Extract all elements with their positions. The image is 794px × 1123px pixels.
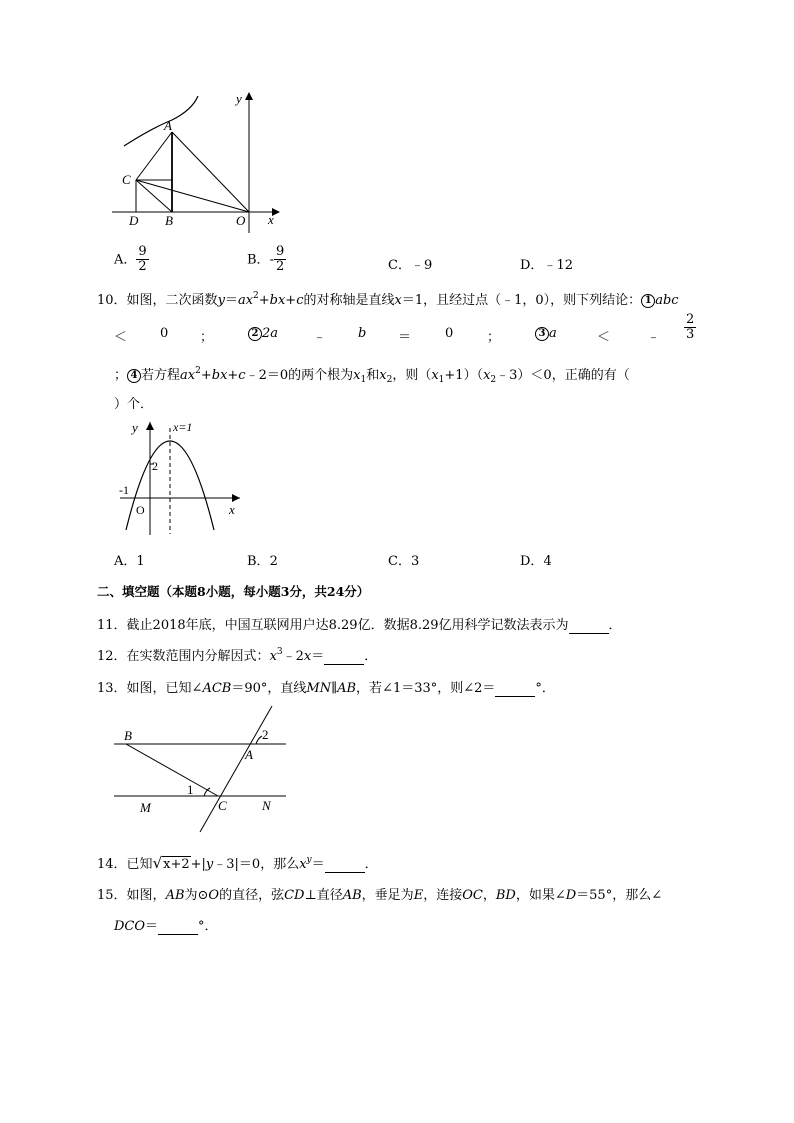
q10-text-c: ＝1，且经过点（﹣1，0），则下列结论：	[401, 293, 642, 308]
q10-xeq: x	[394, 293, 402, 308]
q13-label-2: 2	[262, 727, 269, 742]
q13-para: ∥	[331, 681, 338, 696]
q10-x1: x	[353, 368, 361, 383]
q15-bd: BD	[495, 888, 516, 903]
q10-option-b[interactable]	[247, 550, 278, 569]
q13-line-CA	[200, 706, 272, 832]
q13-label-B: B	[124, 728, 132, 743]
q14-text-c: ﹣3|＝0，那么	[213, 857, 300, 872]
q15-text-e: ，垂足为	[361, 888, 414, 903]
q15-text-b: 为⊙	[184, 888, 209, 903]
q9-option-d-value: ﹣12	[543, 258, 573, 273]
q11-end: ．	[608, 618, 622, 633]
q12-sup: 3	[276, 647, 283, 657]
q10-label-O: O	[136, 503, 145, 517]
q12-number: 12．	[97, 649, 127, 664]
q10-option-b-value: 2	[269, 554, 278, 569]
q11	[97, 614, 622, 634]
q10-x2: x	[379, 368, 387, 383]
q9-option-b-den: 2	[275, 259, 285, 275]
q12-x: x	[269, 649, 277, 664]
q9-option-a-frac	[136, 245, 148, 275]
q13-label-1: 1	[187, 782, 194, 797]
q14-radicand: x+2	[163, 857, 190, 872]
q10-semi3: ；	[114, 368, 128, 383]
q10-circle-3: 3	[535, 327, 549, 341]
q13-text-b: ＝90°，直线	[231, 681, 307, 696]
q10-eq-sup: 2	[253, 291, 259, 301]
q14-blank[interactable]	[325, 857, 365, 873]
q10-a: a	[549, 326, 557, 341]
q9-seg-AO	[172, 132, 249, 212]
q10-minus: ﹣	[313, 330, 327, 345]
q13-line-BC	[126, 744, 218, 796]
section-title: 二、填空题（本题8小题，每小题3分，共24分）	[97, 584, 370, 599]
q9-label-B: B	[165, 213, 173, 228]
q15-text-f: ，连接	[423, 888, 463, 903]
q13-acb: ACB	[202, 681, 232, 696]
q13-number: 13．	[97, 681, 127, 696]
q10-option-b-letter: B．	[247, 554, 270, 569]
q11-blank[interactable]	[569, 618, 609, 634]
q10-c3	[535, 326, 557, 341]
q14-sqrt-sign: √	[152, 854, 163, 872]
q10-text-b: 的对称轴是直线	[303, 293, 395, 308]
q10-eq-eq: ＝	[224, 293, 238, 308]
q14-text-a: 已知	[126, 857, 153, 872]
q11-number: 11．	[97, 618, 127, 633]
q14-xv: x	[299, 857, 307, 872]
q10-l3b: ﹣2＝0的两个根为	[245, 368, 354, 383]
q10-option-a-letter: A．	[114, 554, 137, 569]
q9-seg-AC	[136, 132, 172, 180]
q10-l3d: +1）（	[444, 368, 484, 383]
q9-label-x: x	[268, 212, 274, 227]
q15-blank[interactable]	[158, 919, 198, 935]
q10-c1-expr: abc	[655, 293, 679, 308]
q11-text: 截止2018年底，中国互联网用户达8.29亿．数据8.29亿用科学记数法表示为	[126, 618, 569, 633]
q9-seg-CO	[136, 180, 249, 212]
q15-text-h: ＝55°，那么∠	[576, 888, 663, 903]
q15-ab: AB	[165, 888, 185, 903]
q10-eq-ax: ax	[237, 293, 254, 308]
q14-end: ．	[364, 857, 378, 872]
q10-label-x: x	[229, 502, 235, 517]
q10-2a: 2a	[262, 326, 279, 341]
q10-eq: ＝	[398, 330, 412, 345]
q10-sub2b: 2	[490, 375, 497, 385]
q10-zero1: 0	[160, 326, 169, 341]
q13-label-N: N	[262, 798, 271, 813]
q12	[97, 645, 377, 665]
q13-angle-1	[204, 788, 210, 796]
q13-mn: MN	[306, 681, 332, 696]
q10-line2	[114, 326, 127, 345]
q10-sub1b: 1	[438, 375, 445, 385]
q15-text-a: 如图，	[126, 888, 166, 903]
q12-text: 在实数范围内分解因式：	[126, 649, 270, 664]
q12-end: ．	[364, 649, 378, 664]
q14-ysup: y	[306, 855, 312, 865]
q10-eq-rest: +bx+c	[258, 293, 304, 308]
q15-o: O	[208, 888, 220, 903]
q10-frac-num: 2	[686, 312, 695, 327]
q14	[97, 853, 378, 873]
q10-line3	[114, 364, 630, 383]
q10-l3-expr: ax	[180, 368, 196, 383]
q15-end: °．	[198, 919, 218, 934]
q15-d: D	[565, 888, 577, 903]
q10-option-a[interactable]	[114, 550, 145, 569]
q9-option-b-num: 9	[275, 244, 285, 259]
q10-semi1: ；	[200, 330, 214, 345]
q10-sub1: 1	[360, 375, 367, 385]
q10-x2b: x	[483, 368, 491, 383]
q10-line4: ）个．	[114, 397, 154, 412]
q15-text-g: ，如果∠	[515, 888, 566, 903]
q13-text-a: 如图，已知∠	[126, 681, 203, 696]
q10-label-xeq: x=1	[173, 420, 193, 434]
q13-end: °．	[535, 681, 555, 696]
q10-b: b	[358, 326, 367, 341]
q10-option-d[interactable]	[520, 550, 552, 569]
q10-l3a: 若方程	[141, 368, 181, 383]
q14-number: 14．	[97, 857, 127, 872]
q9-option-b-sign: -	[269, 252, 274, 268]
q10-text-a: 如图，二次函数	[126, 293, 218, 308]
q10-label-neg1: -1	[119, 483, 129, 497]
q10-x1b: x	[431, 368, 439, 383]
q10-circle-1: 1	[641, 294, 655, 308]
q9-label-C: C	[122, 172, 131, 187]
q10-option-c-value: 3	[410, 554, 420, 569]
q12-eq: ＝	[311, 649, 325, 664]
q9-label-y: y	[236, 91, 242, 106]
q10-frac	[684, 313, 696, 343]
q9-hyperbola	[124, 96, 198, 146]
q10-lt2: ＜	[597, 330, 611, 345]
q12-x2: x	[303, 649, 312, 664]
q13	[97, 677, 555, 697]
q13-label-M: M	[140, 800, 151, 815]
q10-label-2: 2	[152, 459, 158, 473]
q10-l3-sup: 2	[195, 366, 201, 376]
q10-frac-den: 3	[686, 327, 695, 343]
q10-and: 和	[366, 368, 380, 383]
q13-label-A: A	[245, 747, 253, 762]
q15-line1	[97, 884, 662, 903]
q10-semi2: ；	[487, 330, 501, 345]
q14-y: y	[205, 857, 214, 872]
q10-option-a-value: 1	[136, 554, 145, 569]
q10-line1	[97, 289, 679, 308]
q9-option-a-num: 9	[138, 244, 147, 259]
q14-text-b: +|	[190, 857, 206, 872]
q15-text-d: ⊥直径	[304, 888, 343, 903]
q10-option-c[interactable]	[388, 550, 419, 569]
q10-l3e: ﹣3）＜0，正确的有（	[496, 368, 630, 383]
q15-text-c: 的直径，弦	[219, 888, 285, 903]
q14-eq: ＝	[311, 857, 325, 872]
q10-circle-2: 2	[248, 327, 262, 341]
q10-x-arrow	[232, 494, 240, 502]
q13-label-C: C	[218, 798, 227, 813]
q10-option-d-letter: D．	[520, 554, 544, 569]
q15-oc: OC	[462, 888, 483, 903]
q10-option-d-value: 4	[543, 554, 552, 569]
q15-cd: CD	[284, 888, 305, 903]
q13-ab: AB	[337, 681, 357, 696]
q10-lt: ＜	[114, 330, 128, 345]
q10-sub2: 2	[386, 375, 393, 385]
q15-ab2: AB	[342, 888, 362, 903]
q15-e: E	[413, 888, 424, 903]
q9-option-c[interactable]	[388, 254, 432, 273]
q10-minus2: ﹣	[647, 330, 661, 345]
q15-eq: ＝	[145, 919, 159, 934]
q15-comma: ，	[482, 888, 496, 903]
q10-option-c-letter: C．	[388, 554, 411, 569]
q10-y-arrow	[146, 422, 154, 430]
q10-c2	[248, 326, 278, 341]
q9-label-D: D	[129, 213, 139, 228]
q13-blank[interactable]	[495, 681, 535, 697]
q9-option-b-frac	[274, 245, 286, 275]
q15-number: 15．	[97, 888, 127, 903]
q9-option-b-letter: B．	[247, 252, 270, 268]
q10-eq-y: y	[217, 293, 225, 308]
q9-option-b[interactable]	[247, 245, 286, 275]
q15-dco: DCO	[114, 919, 146, 934]
q13-figure	[112, 704, 292, 836]
q9-option-c-letter: C．	[388, 258, 411, 273]
q13-text-c: ，若∠1＝33°，则∠2＝	[356, 681, 496, 696]
q9-label-A: A	[164, 118, 172, 133]
q9-option-a-letter: A．	[114, 252, 137, 268]
q10-circle-4: 4	[127, 369, 141, 383]
q10-figure	[112, 418, 246, 538]
q9-option-a-den: 2	[138, 259, 147, 275]
q9-y-arrow	[245, 92, 253, 100]
q9-option-d-letter: D．	[520, 258, 544, 273]
q9-figure	[112, 88, 282, 233]
q9-option-a[interactable]	[114, 245, 149, 275]
q9-label-O: O	[236, 213, 246, 228]
q12-rest: ﹣2	[282, 649, 304, 664]
q10-l3-expr2: +bx+c	[200, 368, 246, 383]
q10-zero2: 0	[445, 326, 454, 341]
q9-option-c-value: ﹣9	[410, 258, 433, 273]
q12-blank[interactable]	[324, 649, 364, 665]
q10-l3c: ，则（	[392, 368, 432, 383]
q9-option-d[interactable]	[520, 254, 573, 273]
q15-line2	[114, 915, 218, 935]
q10-number: 10．	[97, 293, 127, 308]
q10-label-y: y	[132, 420, 138, 435]
